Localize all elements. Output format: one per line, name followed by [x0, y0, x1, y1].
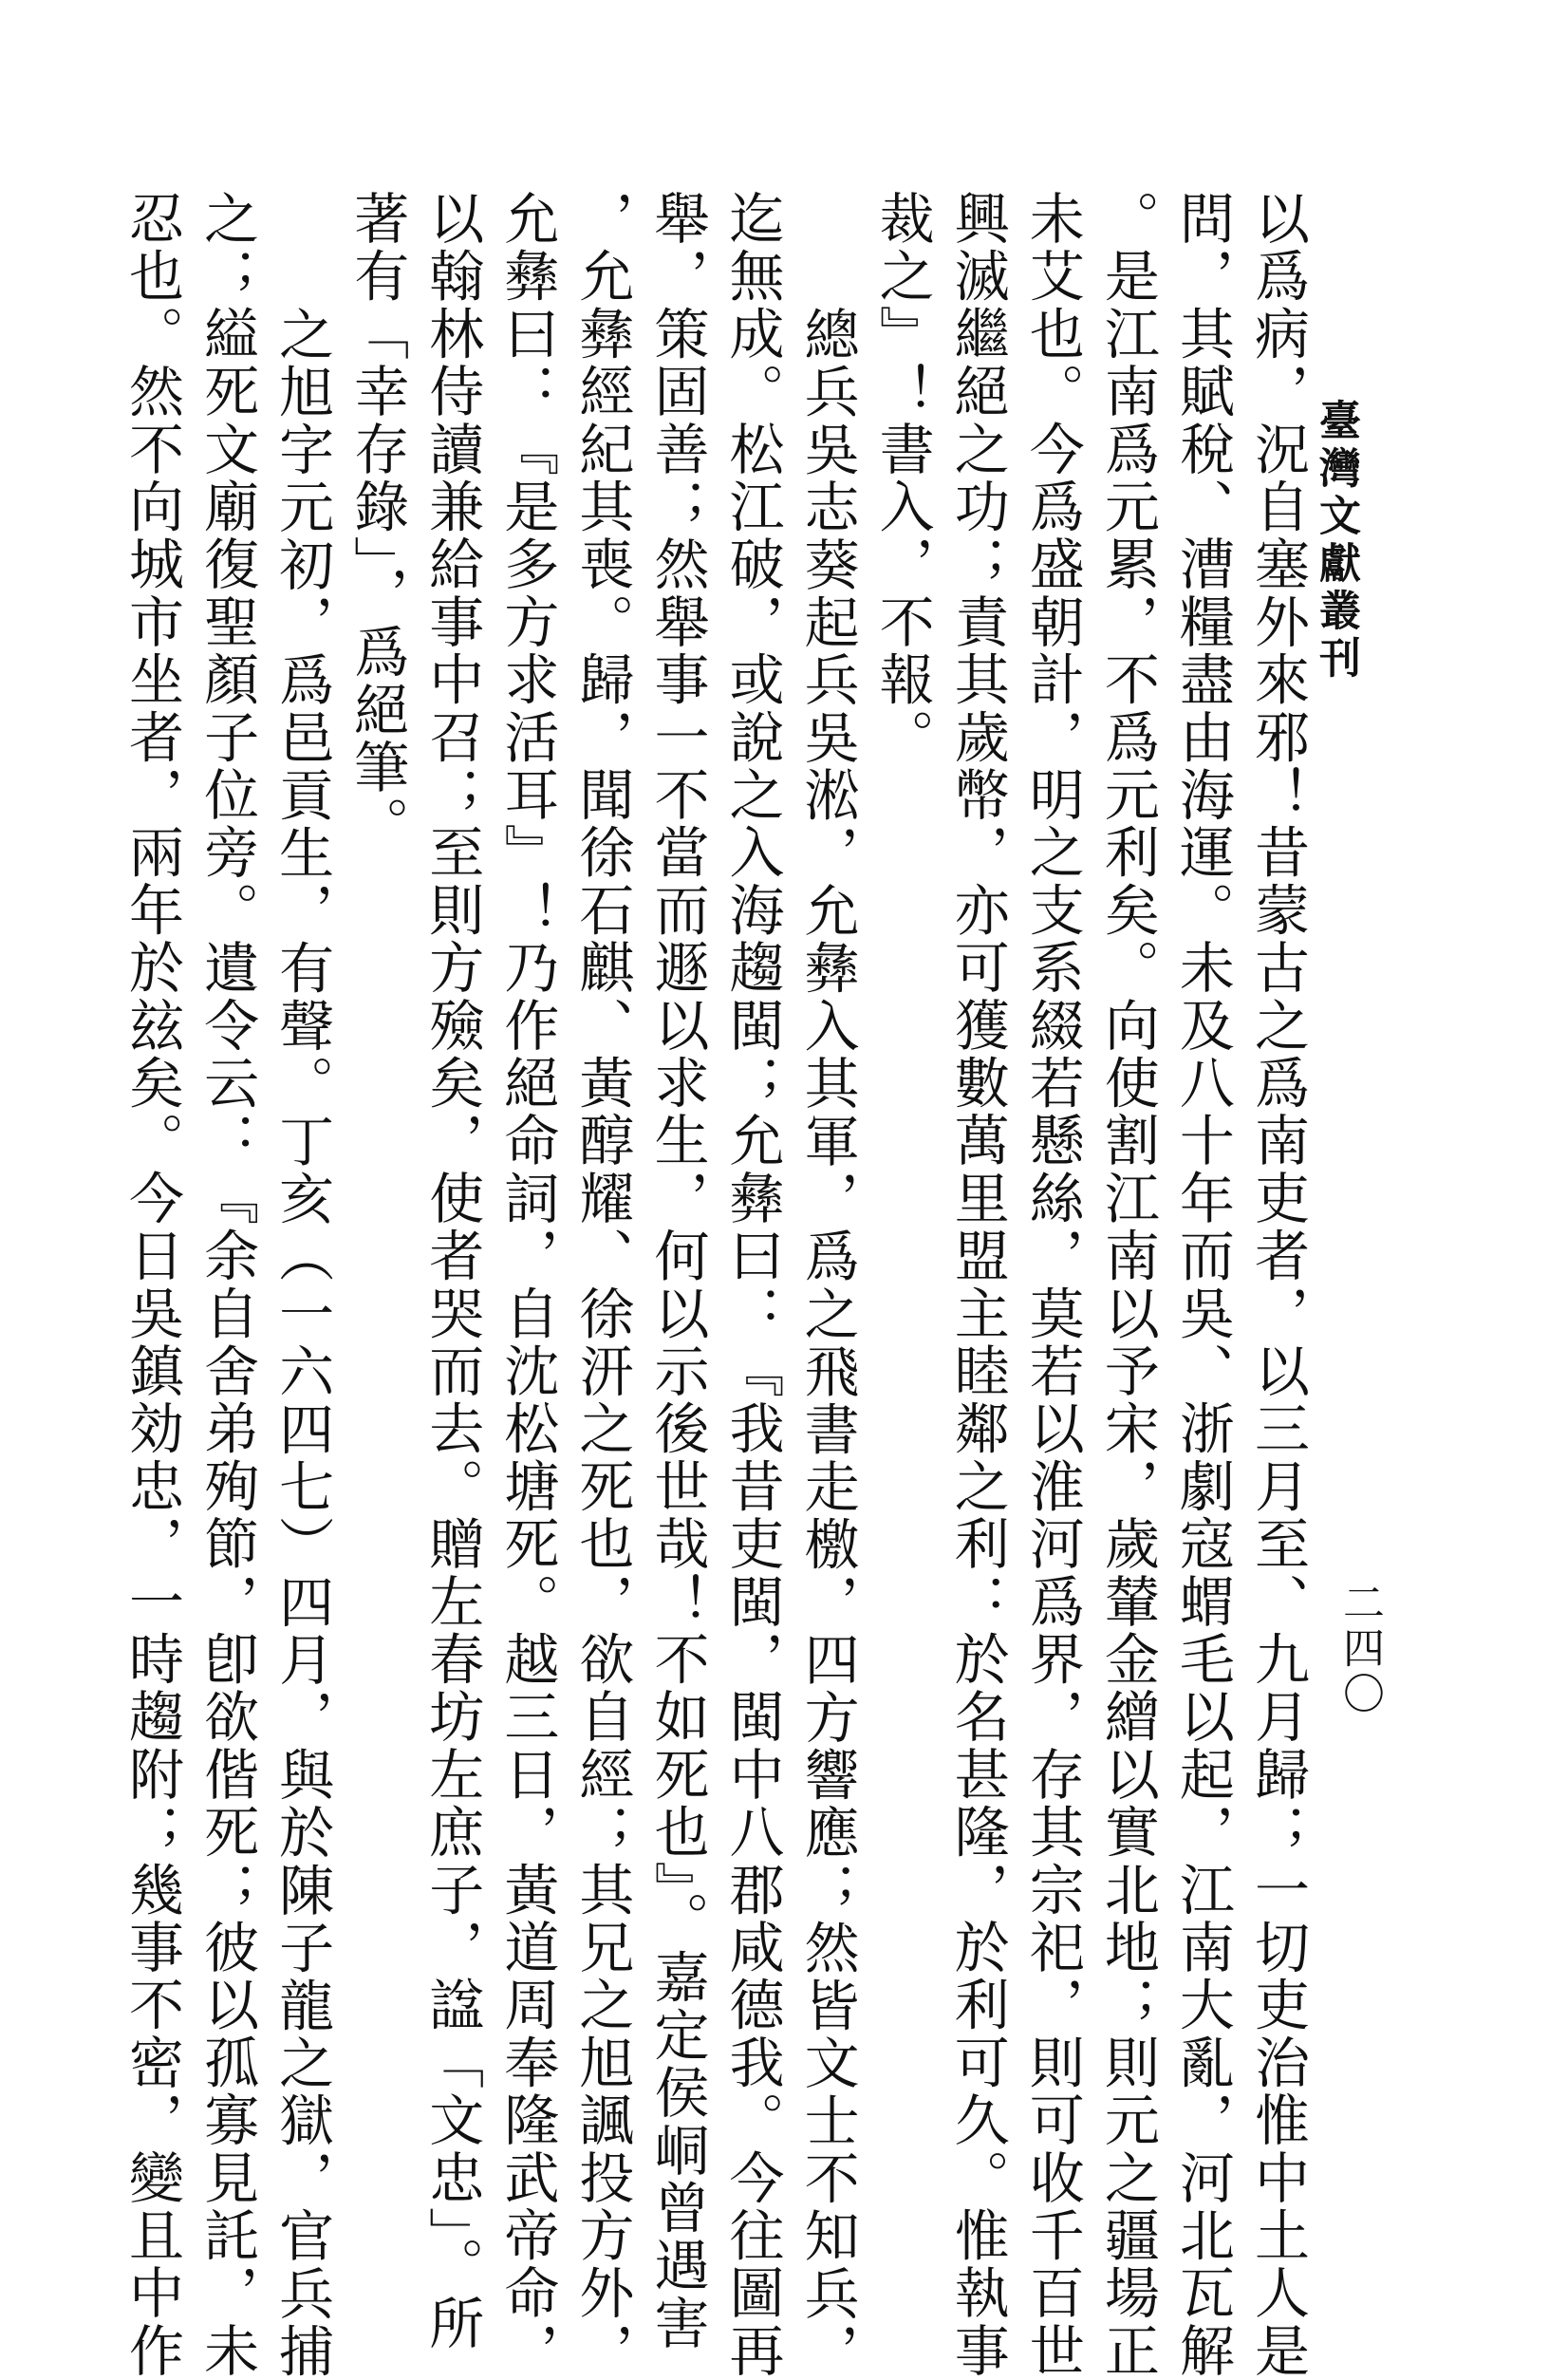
- text-column: 。是江南爲元累，不爲元利矣。向使割江南以予宋，歲輦金繒以實北地；則元之疆場正: [1094, 190, 1160, 2380]
- paragraph-start-column: 總兵吳志葵起兵吳淞，允彝入其軍，爲之飛書走檄，四方響應；然皆文士不知兵，: [794, 306, 860, 2380]
- running-head-title: 臺灣文獻叢刊: [1312, 399, 1360, 684]
- text-column: 著有「幸存錄」，爲絕筆。: [345, 190, 410, 854]
- text-column: 以翰林侍讀兼給事中召；至則方殮矣，使者哭而去。贈左春坊左庶子，諡「文忠」。所: [420, 190, 485, 2352]
- text-column: 之；縊死文廟復聖顏子位旁。遺令云：『余自舍弟殉節，卽欲偕死；彼以孤寡見託，未: [195, 190, 260, 2380]
- paragraph-start-column: 之旭字元初，爲邑貢生，有聲。丁亥（一六四七）四月，與於陳子龍之獄，官兵捕: [270, 306, 335, 2380]
- page-number: 二四〇: [1335, 1581, 1384, 1717]
- body-text: [119, 190, 1310, 2380]
- text-column: ，允彝經紀其喪。歸，聞徐石麒、黃醇耀、徐汧之死也，欲自經；其兄之旭諷投方外，: [569, 190, 635, 2380]
- text-column: 未艾也。今爲盛朝計，明之支系綴若懸絲，莫若以淮河爲界，存其宗祀，則可收千百世: [1019, 190, 1085, 2380]
- text-column: 允彝曰：『是多方求活耳』！乃作絕命詞，自沈松塘死。越三日，黃道周奉隆武帝命，: [495, 190, 560, 2380]
- text-column: 裁之』！書入，不報。: [869, 190, 935, 766]
- text-column: 興滅繼絕之功；責其歲幣，亦可獲數萬里盟主睦鄰之利：於名甚隆，於利可久。惟執事: [944, 190, 1010, 2380]
- text-column: 以爲病，況自塞外來邪！昔蒙古之爲南吏者，以三月至、九月歸；一切吏治惟中土人是: [1244, 190, 1310, 2380]
- text-column: 忍也。然不向城市坐者，兩年於玆矣。今日吳鎮効忠，一時趨附；幾事不密，變且中作: [120, 190, 184, 2380]
- text-column: 舉，策固善；然舉事一不當而遯以求生，何以示後世哉！不如死也』。嘉定侯峒曾遇害: [644, 190, 710, 2352]
- text-column: 問，其賦稅、漕糧盡由海運。未及八十年而吳、浙劇寇蝟毛以起，江南大亂，河北瓦解: [1169, 190, 1235, 2380]
- text-column: 迄無成。松江破，或說之入海趨閩；允彝曰：『我昔吏閩，閩中八郡咸德我。今往圖再: [719, 190, 785, 2380]
